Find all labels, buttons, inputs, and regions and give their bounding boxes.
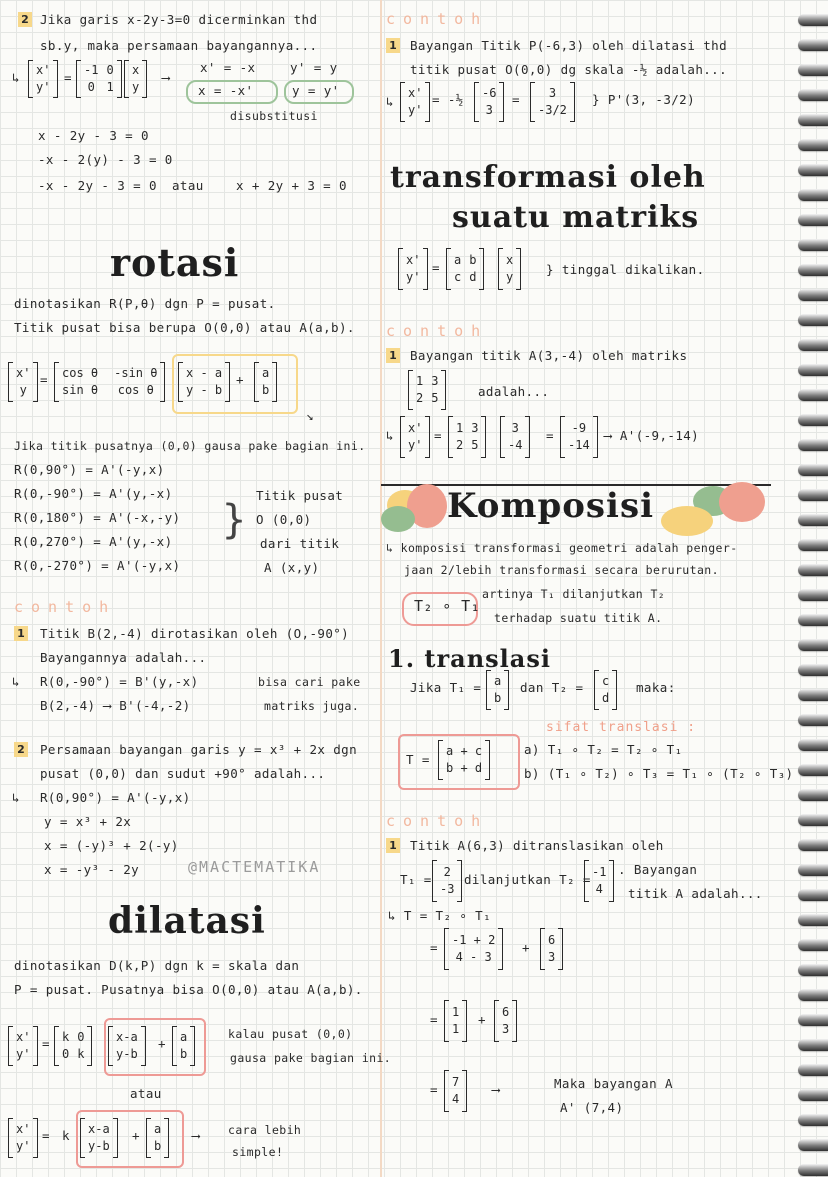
question-text: Jika garis x-2y-3=0 dicerminkan thd xyxy=(40,12,318,27)
spiral-ring xyxy=(798,339,828,351)
brace-icon: } xyxy=(222,497,247,543)
rotation-rule: R(0,90°) = A'(-y,x) xyxy=(14,462,165,477)
spiral-ring xyxy=(798,889,828,901)
spiral-ring xyxy=(798,114,828,126)
matrix-xy-prime: x' y' xyxy=(400,416,430,458)
rotation-rule: R(0,-90°) = A'(y,-x) xyxy=(14,486,173,501)
result-text: Maka bayangan A xyxy=(554,1076,673,1091)
matrix-x-minus-a: x-a y-b xyxy=(108,1026,146,1066)
spiral-ring xyxy=(798,239,828,251)
equation: -x - 2y - 3 = 0 xyxy=(38,178,157,193)
example-text: Titik B(2,-4) dirotasikan oleh (O,-90°) xyxy=(40,626,350,641)
example-text: Bayangannya adalah... xyxy=(40,650,207,665)
matrix-xy-prime: x' y' xyxy=(28,60,58,98)
spiral-ring xyxy=(798,264,828,276)
example-number: 1 xyxy=(386,838,400,853)
example-number: 1 xyxy=(386,38,400,53)
annotation: bisa cari pake xyxy=(258,675,361,689)
question-number: 2 xyxy=(18,12,32,27)
spiral-ring xyxy=(798,789,828,801)
result-text: } P'(3, -3/2) xyxy=(592,92,696,107)
spiral-ring xyxy=(798,189,828,201)
annotation: kalau pusat (0,0) xyxy=(228,1027,353,1041)
rotation-matrix: cos θ -sin θ sin θ cos θ xyxy=(54,362,165,402)
spiral-ring xyxy=(798,514,828,526)
equation: = -½ xyxy=(432,92,464,107)
example-text: R(0,90°) = A'(-y,x) xyxy=(40,790,191,805)
spiral-ring xyxy=(798,464,828,476)
equation: -x - 2(y) - 3 = 0 xyxy=(38,152,173,167)
matrix-point: -6 3 xyxy=(474,82,504,122)
spiral-binding xyxy=(794,0,828,1177)
matrix-xy: x y xyxy=(498,248,521,290)
definition-text: Titik pusat bisa berupa O(0,0) atau A(a,b). xyxy=(14,320,355,335)
example-number: 2 xyxy=(14,742,28,757)
spiral-ring xyxy=(798,564,828,576)
side-note: A (x,y) xyxy=(264,560,320,575)
spiral-ring xyxy=(798,964,828,976)
side-note: dari titik xyxy=(260,536,340,551)
annotation: disubstitusi xyxy=(230,109,318,123)
matrix-point: 6 3 xyxy=(494,1000,517,1042)
matrix-xy-prime: x' y xyxy=(8,362,38,402)
spiral-ring xyxy=(798,214,828,226)
spiral-ring xyxy=(798,914,828,926)
spiral-ring xyxy=(798,714,828,726)
annotation: artinya T₁ dilanjutkan T₂ xyxy=(482,587,666,601)
matrix-transform: 1 3 2 5 xyxy=(408,370,446,410)
matrix-t2: -1 4 xyxy=(584,860,614,902)
example-text: dilanjutkan T₂ = xyxy=(464,872,591,887)
spiral-ring xyxy=(798,939,828,951)
spiral-ring xyxy=(798,864,828,876)
annotation: cara lebih xyxy=(228,1123,302,1137)
annotation: matriks juga. xyxy=(264,699,360,713)
annotation: atau xyxy=(172,178,204,193)
property-text: b) (T₁ ∘ T₂) ∘ T₃ = T₁ ∘ (T₂ ∘ T₃) xyxy=(524,766,794,781)
rotation-rule: R(0,-270°) = A'(-y,x) xyxy=(14,558,181,573)
spiral-ring xyxy=(798,614,828,626)
spiral-ring xyxy=(798,64,828,76)
result-text: A' (7,4) xyxy=(560,1100,624,1115)
annotation: simple! xyxy=(232,1145,284,1159)
contoh-label: contoh xyxy=(386,10,489,28)
spiral-ring xyxy=(798,1014,828,1026)
example-text: Bayangan Titik P(-6,3) oleh dilatasi thd xyxy=(410,38,728,53)
spiral-ring xyxy=(798,364,828,376)
spiral-ring xyxy=(798,39,828,51)
subsection-title: 1. translasi xyxy=(388,644,551,673)
section-title: transformasi oleh xyxy=(390,160,706,195)
side-note: O (0,0) xyxy=(256,512,312,527)
spiral-ring xyxy=(798,439,828,451)
definition-text: Jika T₁ = xyxy=(410,680,482,695)
spiral-ring xyxy=(798,314,828,326)
spiral-ring xyxy=(798,389,828,401)
matrix-transform: 1 3 2 5 xyxy=(448,416,486,458)
matrix-x-minus-a: x-a y-b xyxy=(80,1118,118,1158)
matrix-sum: a + c b + d xyxy=(438,740,490,780)
section-title: suatu matriks xyxy=(452,200,700,235)
arrow-icon: ↳ xyxy=(12,790,20,805)
matrix-x-minus-a: x - a y - b xyxy=(178,362,230,402)
spiral-ring xyxy=(798,1039,828,1051)
example-text: y = x³ + 2x xyxy=(44,814,132,829)
equation: ↳ T = T₂ ∘ T₁ xyxy=(388,908,492,923)
watermark: @MACTEMATIKA xyxy=(188,858,321,876)
matrix-xy-prime: x' y' xyxy=(8,1118,38,1158)
arrow-icon: ↘ xyxy=(306,408,314,423)
spiral-ring xyxy=(798,739,828,751)
equation: x - 2y - 3 = 0 xyxy=(38,128,149,143)
annotation: gausa pake bagian ini. xyxy=(230,1051,392,1065)
example-text: . Bayangan xyxy=(618,862,698,877)
example-text: x = -y³ - 2y xyxy=(44,862,140,877)
arrow-icon: ↳ xyxy=(12,70,20,85)
spiral-ring xyxy=(798,989,828,1001)
decor-blob xyxy=(719,482,765,522)
arrow-icon: ↳ xyxy=(386,94,394,109)
matrix-ab: a b xyxy=(146,1118,169,1158)
dilation-matrix: k 0 0 k xyxy=(54,1026,92,1066)
spiral-ring xyxy=(798,1089,828,1101)
equation: y = y' xyxy=(292,83,340,98)
annotation: atau xyxy=(130,1086,162,1101)
matrix-ab: a b xyxy=(172,1026,195,1066)
side-note: Titik pusat xyxy=(256,488,344,503)
definition-text: ↳ komposisi transformasi geometri adalah penger- xyxy=(386,541,738,555)
equals-sign: = xyxy=(64,70,72,85)
equals-sign: = xyxy=(546,428,554,443)
example-text: x = (-y)³ + 2(-y) xyxy=(44,838,179,853)
matrix-xy-prime: x' y' xyxy=(8,1026,38,1066)
matrix-t: 1 1 xyxy=(444,1000,467,1042)
equals-sign: = xyxy=(430,1012,438,1027)
matrix-point: 3 -4 xyxy=(500,416,530,458)
matrix-ab: a b xyxy=(486,670,509,710)
rotation-rule: R(0,270°) = A'(y,-x) xyxy=(14,534,173,549)
matrix-result: 7 4 xyxy=(444,1070,467,1112)
definition-text: dinotasikan R(P,θ) dgn P = pusat. xyxy=(14,296,276,311)
spiral-ring xyxy=(798,764,828,776)
page-divider xyxy=(380,0,382,1177)
matrix-xy: x y xyxy=(124,60,147,98)
matrix-result: -9 -14 xyxy=(560,416,598,458)
definition-text: dinotasikan D(k,P) dgn k = skala dan xyxy=(14,958,300,973)
composition-notation: T₂ ∘ T₁ xyxy=(414,597,481,615)
contoh-label: contoh xyxy=(386,322,489,340)
spiral-ring xyxy=(798,839,828,851)
spiral-ring xyxy=(798,1164,828,1176)
result-text: ⟶ A'(-9,-14) xyxy=(604,428,700,443)
example-number: 1 xyxy=(14,626,28,641)
spiral-ring xyxy=(798,689,828,701)
matrix-t1: 2 -3 xyxy=(432,860,462,902)
spiral-ring xyxy=(798,414,828,426)
komposisi-banner xyxy=(381,482,771,534)
matrix-abcd: a b c d xyxy=(446,248,484,290)
plus-sign: + xyxy=(236,372,244,387)
note-text: } tinggal dikalikan. xyxy=(546,262,705,277)
sifat-label: sifat translasi : xyxy=(546,720,697,735)
definition-text: dan T₂ = xyxy=(520,680,584,695)
equation: x + 2y + 3 = 0 xyxy=(236,178,347,193)
equals-sign: = xyxy=(512,92,520,107)
matrix-cd: c d xyxy=(594,670,617,710)
annotation: terhadap suatu titik A. xyxy=(494,611,663,625)
example-text: Titik A(6,3) ditranslasikan oleh xyxy=(410,838,664,853)
equals-sign: = xyxy=(40,372,48,387)
equals-sign: = xyxy=(42,1128,50,1143)
spiral-ring xyxy=(798,164,828,176)
rotation-rule: R(0,180°) = A'(-x,-y) xyxy=(14,510,181,525)
spiral-ring xyxy=(798,1114,828,1126)
arrow-icon: ⟶ xyxy=(162,70,170,85)
section-title: Komposisi xyxy=(447,486,655,526)
matrix-point: 6 3 xyxy=(540,928,563,970)
arrow-icon: ⟶ xyxy=(192,1128,200,1143)
plus-sign: + xyxy=(158,1036,166,1051)
spiral-ring xyxy=(798,589,828,601)
question-text: sb.y, maka persamaan bayangannya... xyxy=(40,38,318,53)
decor-blob xyxy=(381,506,415,532)
example-text: titik A adalah... xyxy=(628,886,763,901)
spiral-ring xyxy=(798,539,828,551)
equation: x = -x' xyxy=(198,83,254,98)
arrow-icon: ↳ xyxy=(12,674,20,689)
spiral-ring xyxy=(798,89,828,101)
contoh-label: contoh xyxy=(386,812,489,830)
equals-sign: = xyxy=(42,1036,50,1051)
property-text: a) T₁ ∘ T₂ = T₂ ∘ T₁ xyxy=(524,742,683,757)
plus-sign: + xyxy=(478,1012,486,1027)
example-text: adalah... xyxy=(478,384,550,399)
spiral-ring xyxy=(798,139,828,151)
plus-sign: + xyxy=(132,1128,140,1143)
example-text: B(2,-4) ⟶ B'(-4,-2) xyxy=(40,698,191,713)
spiral-ring xyxy=(798,489,828,501)
arrow-icon: ⟶ xyxy=(492,1082,500,1097)
definition-text: jaan 2/lebih transformasi secara berurutan. xyxy=(404,563,719,577)
example-text: Persamaan bayangan garis y = x³ + 2x dgn xyxy=(40,742,358,757)
matrix-sum: -1 + 2 4 - 3 xyxy=(444,928,503,970)
equation: T = xyxy=(406,752,430,767)
equation: y' = y xyxy=(290,60,338,75)
matrix-xy-prime: x' y' xyxy=(400,82,430,122)
arrow-icon: ↳ xyxy=(386,428,394,443)
example-number: 1 xyxy=(386,348,400,363)
matrix-ab: a b xyxy=(254,362,277,402)
equation: T₁ = xyxy=(400,872,432,887)
equals-sign: = xyxy=(434,428,442,443)
spiral-ring xyxy=(798,1064,828,1076)
matrix-result: 3 -3/2 xyxy=(530,82,575,122)
section-title: dilatasi xyxy=(108,900,266,942)
equals-sign: = xyxy=(430,1082,438,1097)
spiral-ring xyxy=(798,664,828,676)
definition-text: maka: xyxy=(636,680,676,695)
matrix-xy-prime: x' y' xyxy=(398,248,428,290)
section-title: rotasi xyxy=(110,240,240,285)
definition-text: P = pusat. Pusatnya bisa O(0,0) atau A(a,b). xyxy=(14,982,363,997)
spiral-ring xyxy=(798,814,828,826)
plus-sign: + xyxy=(522,940,530,955)
contoh-label: contoh xyxy=(14,598,117,616)
note-text: Jika titik pusatnya (0,0) gausa pake bagian ini. xyxy=(14,439,366,453)
spiral-ring xyxy=(798,1139,828,1151)
equation: x' = -x xyxy=(200,60,256,75)
equals-sign: = xyxy=(430,940,438,955)
reflection-matrix: -1 0 0 1 xyxy=(76,60,122,98)
spiral-ring xyxy=(798,289,828,301)
example-text: R(0,-90°) = B'(y,-x) xyxy=(40,674,199,689)
example-text: pusat (0,0) dan sudut +90° adalah... xyxy=(40,766,326,781)
example-text: titik pusat O(0,0) dg skala -½ adalah... xyxy=(410,62,728,77)
spiral-ring xyxy=(798,639,828,651)
decor-blob xyxy=(661,506,713,536)
spiral-ring xyxy=(798,14,828,26)
scale-k: k xyxy=(62,1128,70,1143)
equals-sign: = xyxy=(432,260,440,275)
example-text: Bayangan titik A(3,-4) oleh matriks xyxy=(410,348,688,363)
